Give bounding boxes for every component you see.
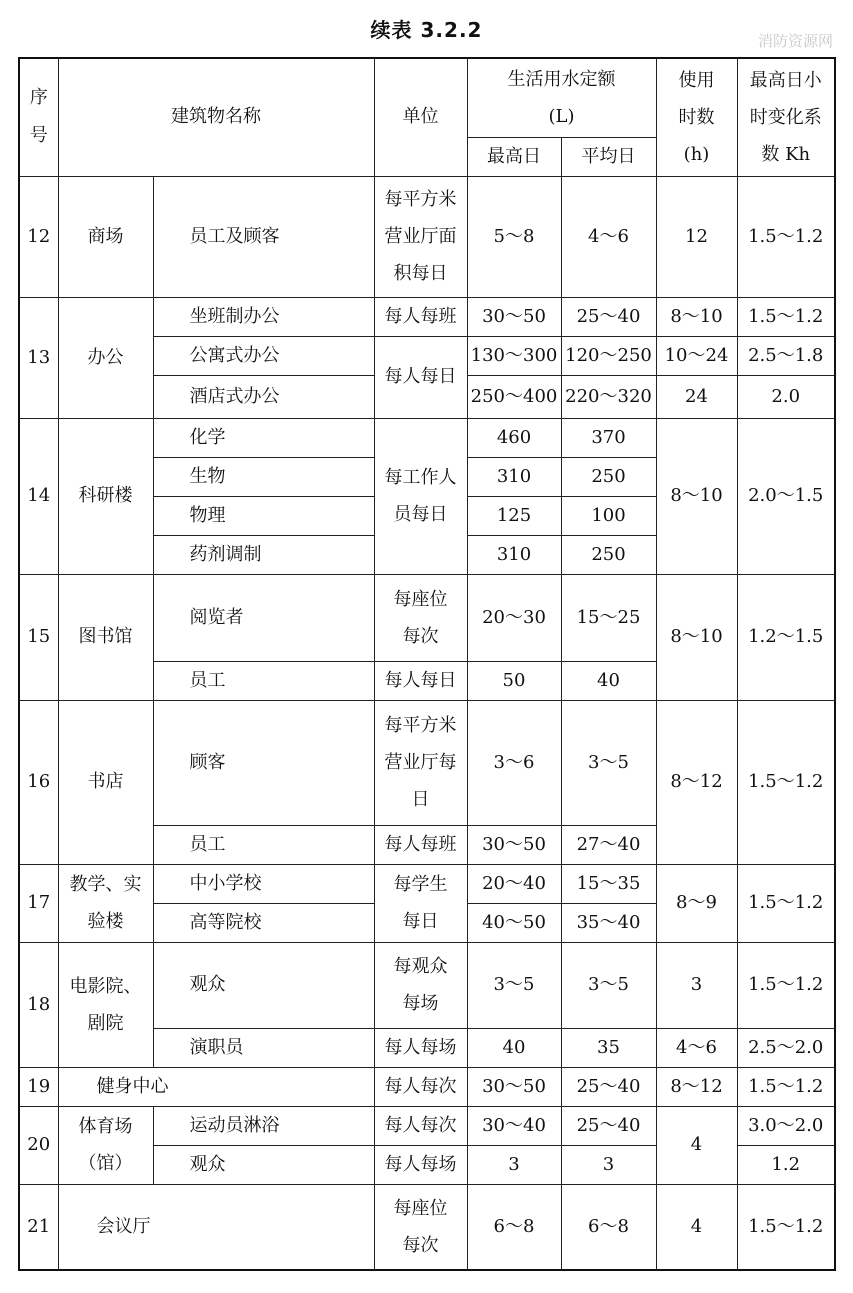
row-max: 130～300	[467, 336, 561, 375]
row-hours: 4	[656, 1184, 737, 1270]
row-avg: 27～40	[561, 825, 656, 864]
row-no: 16	[19, 700, 58, 864]
row-category: 健身中心	[58, 1067, 374, 1106]
row-no: 21	[19, 1184, 58, 1270]
row-kh: 1.2～1.5	[737, 574, 835, 700]
row-avg: 35～40	[561, 903, 656, 942]
row-kh: 1.5～1.2	[737, 942, 835, 1028]
row-category: 书店	[58, 700, 153, 864]
row-max: 6～8	[467, 1184, 561, 1270]
row-unit: 每人每班	[374, 825, 467, 864]
row-max: 40	[467, 1028, 561, 1067]
row-unit: 每工作人员每日	[374, 418, 467, 574]
row-max: 30～50	[467, 297, 561, 336]
row-sub: 顾客	[153, 700, 374, 825]
row-avg: 100	[561, 496, 656, 535]
row-avg: 25～40	[561, 1106, 656, 1145]
row-avg: 15～35	[561, 864, 656, 903]
row-sub: 生物	[153, 457, 374, 496]
row-no: 18	[19, 942, 58, 1067]
row-max: 5～8	[467, 176, 561, 297]
row-hours: 3	[656, 942, 737, 1028]
row-category: 体育场（馆）	[58, 1106, 153, 1184]
row-max: 310	[467, 535, 561, 574]
row-category: 电影院、剧院	[58, 942, 153, 1067]
row-unit: 每人每次	[374, 1067, 467, 1106]
row-max: 50	[467, 661, 561, 700]
row-sub: 物理	[153, 496, 374, 535]
header-hours: 使用时数(h)	[656, 58, 737, 176]
row-avg: 15～25	[561, 574, 656, 661]
header-row	[19, 58, 835, 137]
row-unit: 每观众每场	[374, 942, 467, 1028]
row-max: 310	[467, 457, 561, 496]
row-unit: 每平方米营业厅面积每日	[374, 176, 467, 297]
row-sub: 化学	[153, 418, 374, 457]
row-max: 250～400	[467, 375, 561, 418]
row-unit: 每人每场	[374, 1028, 467, 1067]
row-kh: 1.5～1.2	[737, 1184, 835, 1270]
row-avg: 250	[561, 457, 656, 496]
row-category: 办公	[58, 297, 153, 418]
row-kh: 3.0～2.0	[737, 1106, 835, 1145]
row-hours: 8～10	[656, 574, 737, 700]
row-avg: 25～40	[561, 297, 656, 336]
row-kh: 1.5～1.2	[737, 1067, 835, 1106]
row-sub: 坐班制办公	[153, 297, 374, 336]
row-max: 40～50	[467, 903, 561, 942]
row-no: 13	[19, 297, 58, 418]
row-unit: 每人每日	[374, 336, 467, 418]
row-unit: 每学生每日	[374, 864, 467, 942]
row-max: 125	[467, 496, 561, 535]
water-quota-table	[18, 57, 836, 1271]
row-max: 30～40	[467, 1106, 561, 1145]
row-max: 20～40	[467, 864, 561, 903]
row-avg: 35	[561, 1028, 656, 1067]
row-sub: 运动员淋浴	[153, 1106, 374, 1145]
table-row	[19, 942, 835, 1028]
row-hours: 4	[656, 1106, 737, 1184]
table-row	[19, 297, 835, 336]
row-avg: 120～250	[561, 336, 656, 375]
row-unit: 每人每场	[374, 1145, 467, 1184]
row-max: 20～30	[467, 574, 561, 661]
table-row	[19, 700, 835, 825]
row-unit: 每人每次	[374, 1106, 467, 1145]
header-unit: 单位	[374, 58, 467, 176]
table-title: 续表 3.2.2	[370, 18, 483, 42]
row-avg: 220～320	[561, 375, 656, 418]
row-category: 图书馆	[58, 574, 153, 700]
row-hours: 8～10	[656, 297, 737, 336]
row-kh: 1.2	[737, 1145, 835, 1184]
table-row	[19, 418, 835, 457]
row-kh: 1.5～1.2	[737, 864, 835, 942]
row-category: 科研楼	[58, 418, 153, 574]
row-hours: 8～10	[656, 418, 737, 574]
row-no: 15	[19, 574, 58, 700]
row-sub: 药剂调制	[153, 535, 374, 574]
row-avg: 25～40	[561, 1067, 656, 1106]
header-building: 建筑物名称	[58, 58, 374, 176]
header-max-day: 最高日	[467, 137, 561, 176]
row-kh: 1.5～1.2	[737, 700, 835, 864]
row-sub: 酒店式办公	[153, 375, 374, 418]
table-row	[19, 1106, 835, 1145]
table-row	[19, 1067, 835, 1106]
row-kh: 2.0～1.5	[737, 418, 835, 574]
row-hours: 8～12	[656, 700, 737, 864]
row-category: 商场	[58, 176, 153, 297]
row-avg: 40	[561, 661, 656, 700]
row-hours: 8～9	[656, 864, 737, 942]
row-category: 教学、实验楼	[58, 864, 153, 942]
row-hours: 4～6	[656, 1028, 737, 1067]
row-sub: 观众	[153, 942, 374, 1028]
header-avg-day: 平均日	[561, 137, 656, 176]
row-avg: 4～6	[561, 176, 656, 297]
header-coef: 最高日小时变化系数 Kh	[737, 58, 835, 176]
row-sub: 演职员	[153, 1028, 374, 1067]
row-avg: 3	[561, 1145, 656, 1184]
row-hours: 24	[656, 375, 737, 418]
row-max: 30～50	[467, 825, 561, 864]
row-sub: 员工	[153, 825, 374, 864]
row-avg: 250	[561, 535, 656, 574]
row-max: 3～6	[467, 700, 561, 825]
row-hours: 8～12	[656, 1067, 737, 1106]
row-hours: 10～24	[656, 336, 737, 375]
row-no: 17	[19, 864, 58, 942]
row-sub: 高等院校	[153, 903, 374, 942]
row-unit: 每平方米营业厅每日	[374, 700, 467, 825]
table-row	[19, 1184, 835, 1270]
row-avg: 3～5	[561, 700, 656, 825]
watermark: 消防资源网	[757, 32, 833, 50]
table-row	[19, 176, 835, 297]
row-max: 460	[467, 418, 561, 457]
row-kh: 2.0	[737, 375, 835, 418]
row-kh: 2.5～2.0	[737, 1028, 835, 1067]
table-row	[19, 864, 835, 903]
row-kh: 1.5～1.2	[737, 176, 835, 297]
row-unit: 每人每日	[374, 661, 467, 700]
table-row	[19, 574, 835, 661]
row-sub: 中小学校	[153, 864, 374, 903]
row-category: 会议厅	[58, 1184, 374, 1270]
header-quota: 生活用水定额(L)	[467, 58, 656, 137]
row-unit: 每座位每次	[374, 574, 467, 661]
row-unit: 每座位每次	[374, 1184, 467, 1270]
row-sub: 公寓式办公	[153, 336, 374, 375]
row-max: 30～50	[467, 1067, 561, 1106]
row-unit: 每人每班	[374, 297, 467, 336]
row-sub: 员工及顾客	[153, 176, 374, 297]
row-hours: 12	[656, 176, 737, 297]
row-avg: 3～5	[561, 942, 656, 1028]
row-kh: 1.5～1.2	[737, 297, 835, 336]
row-no: 19	[19, 1067, 58, 1106]
row-sub: 观众	[153, 1145, 374, 1184]
row-avg: 6～8	[561, 1184, 656, 1270]
row-no: 20	[19, 1106, 58, 1184]
row-no: 14	[19, 418, 58, 574]
row-sub: 员工	[153, 661, 374, 700]
row-sub: 阅览者	[153, 574, 374, 661]
row-max: 3～5	[467, 942, 561, 1028]
row-no: 12	[19, 176, 58, 297]
row-max: 3	[467, 1145, 561, 1184]
row-avg: 370	[561, 418, 656, 457]
header-seq: 序号	[19, 58, 58, 176]
row-kh: 2.5～1.8	[737, 336, 835, 375]
